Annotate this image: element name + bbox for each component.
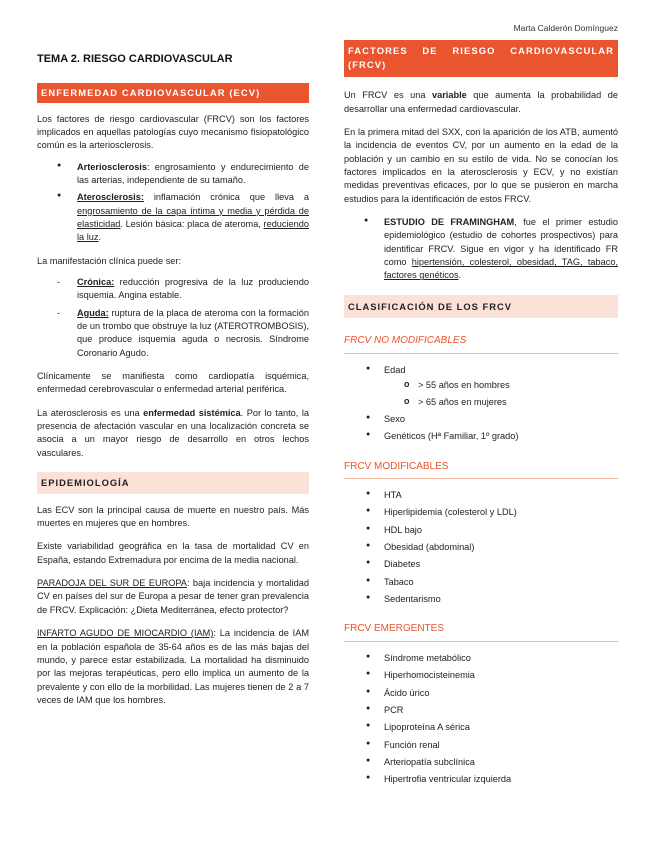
aguda-item: - Aguda: ruptura de la placa de ateroma con la formación de un trombo que obstruye la luz (ATEROTROMBOSIS), que produce isquemia aguda o necrosis. Síndrome Coronario Agudo. — [57, 307, 309, 360]
list-item: ● Sexo — [366, 413, 618, 426]
list-item: ● Síndrome metabólico — [366, 652, 618, 665]
edad-sublist — [404, 379, 618, 409]
list-item: ● Tabaco — [366, 576, 618, 589]
ecv-intro: Los factores de riesgo cardiovascular (FRCV) son los factores implicados en aquellas patologías cuyo mecanismo fisiopatológico común es la arteriosclerosis. — [37, 113, 309, 151]
aterosclerosis-item: ● Aterosclerosis: inflamación crónica que lleva a engrosamiento de la capa íntima y media y pérdida de elasticidad. Lesión básica: placa de ateroma, reduciendo la luz. — [57, 191, 309, 244]
list-item: ● PCR — [366, 704, 618, 717]
no-modificables-list — [366, 364, 618, 444]
list-item: ● Obesidad (abdominal) — [366, 541, 618, 554]
systemic-paragraph: La aterosclerosis es una enfermedad sistémica. Por lo tanto, la presencia de afectación vascular en una localización concreta se asocia a un mayor riesgo de desarrollo en otros lechos vasculares. — [37, 407, 309, 458]
left-column — [37, 40, 309, 707]
modificables-list — [366, 489, 618, 606]
list-item: ● Hipertrofia ventricular izquierda — [366, 773, 618, 786]
list-item: ● Hiperlipidemia (colesterol y LDL) — [366, 506, 618, 519]
list-item: ● Lipoproteína A sérica — [366, 721, 618, 734]
epidemiology-p1: Las ECV son la principal causa de muerte en nuestro país. Más muertes en mujeres que en hombres. — [37, 504, 309, 529]
epidemiology-p2: Existe variabilidad geográfica en la tasa de mortalidad CV en España, estando Extremadura por encima de la media nacional. — [37, 541, 309, 565]
right-column — [344, 40, 618, 791]
list-item: ● Función renal — [366, 739, 618, 752]
section-header-epidemiologia: EPIDEMIOLOGÍA — [37, 472, 309, 494]
frcv-history: En la primera mitad del SXX, con la aparición de los ATB, aumentó la incidencia de eventos CV, por un aumento en la edad de la población y un cambio en su estilo de vida. No se conocían los factores implicados en la aterosclerosis y ECV, y no existían medidas preventivas eficaces, por lo que se pusieron en marcha estudios para la identificación de estos FRCV. — [344, 126, 618, 204]
emergentes-list — [366, 652, 618, 787]
list-item: ● Genéticos (Hª Familiar, 1º grado) — [366, 430, 618, 443]
iam-paragraph: INFARTO AGUDO DE MIOCARDIO (IAM): La incidencia de IAM en la población española de 35-64 años es de las más bajas del mundo, y parece estar estabilizada. La mortalidad ha disminuido por las mejoras terapéuticas, pero ello implica un aumento de la prevalente y con ello de la morbilidad. Las mujeres tienen de 2 a 7 veces de IAM que los hombres. — [37, 628, 309, 705]
section-header-ecv: ENFERMEDAD CARDIOVASCULAR (ECV) — [37, 83, 309, 103]
list-item: ● HTA — [366, 489, 618, 502]
list-item: ● Diabetes — [366, 558, 618, 571]
manifestation-intro: La manifestación clínica puede ser: — [37, 255, 182, 266]
manifestation-list — [57, 276, 309, 360]
framingham-list — [364, 216, 618, 283]
list-item: o > 55 años en hombres — [404, 379, 618, 392]
frcv-definition: Un FRCV es una variable que aumenta la probabilidad de desarrollar una enfermedad cardiovascular. — [344, 90, 619, 114]
subheader-no-modificables: FRCV NO MODIFICABLES — [344, 334, 618, 354]
list-item: ● Sedentarismo — [366, 593, 618, 606]
section-header-frcv: FACTORES DE RIESGO CARDIOVASCULAR (FRCV) — [344, 40, 618, 77]
list-item: ● Ácido úrico — [366, 687, 618, 700]
subheader-modificables: FRCV MODIFICABLES — [344, 460, 618, 480]
clinical-paragraph: Clínicamente se manifiesta como cardiopatía isquémica, enfermedad cerebrovascular o enfermedad arterial periférica. — [37, 371, 309, 395]
ecv-definitions — [57, 161, 309, 245]
subheader-emergentes: FRCV EMERGENTES — [344, 622, 618, 642]
cronica-item: - Crónica: reducción progresiva de la luz produciendo isquemia. Angina estable. — [57, 276, 309, 303]
list-item: ● HDL bajo — [366, 524, 618, 537]
framingham-item: ● ESTUDIO DE FRAMINGHAM, fue el primer estudio epidemiológico (estudio de cohortes prospectivos) para identificar FRCV. Sigue en vigor y ha identificado FR como hipertensión, colesterol, obesidad, TAG, tabaco, factores genéticos. — [364, 216, 618, 283]
list-item: ● Hiperhomocisteinemia — [366, 669, 618, 682]
arteriosclerosis-item: ● Arteriosclerosis: engrosamiento y endurecimiento de las arterias, independiente de su tamaño. — [57, 161, 309, 188]
list-item: ● Arteriopatía subclínica — [366, 756, 618, 769]
author-name: Marta Calderón Domínguez — [513, 23, 618, 33]
list-item: ● Edad o > 55 años en hombres o > 65 años en mujeres — [366, 364, 618, 409]
section-header-clasificacion: CLASIFICACIÓN DE LOS FRCV — [344, 295, 618, 319]
list-item: o > 65 años en mujeres — [404, 396, 618, 409]
paradoja-paragraph: PARADOJA DEL SUR DE EUROPA: baja incidencia y mortalidad CV en países del sur de Europa a pesar de tener gran prevalencia de FRCV. Explicación: ¿Dieta Mediterránea, efecto protector? — [37, 578, 309, 615]
document-title: TEMA 2. RIESGO CARDIOVASCULAR — [37, 53, 233, 65]
